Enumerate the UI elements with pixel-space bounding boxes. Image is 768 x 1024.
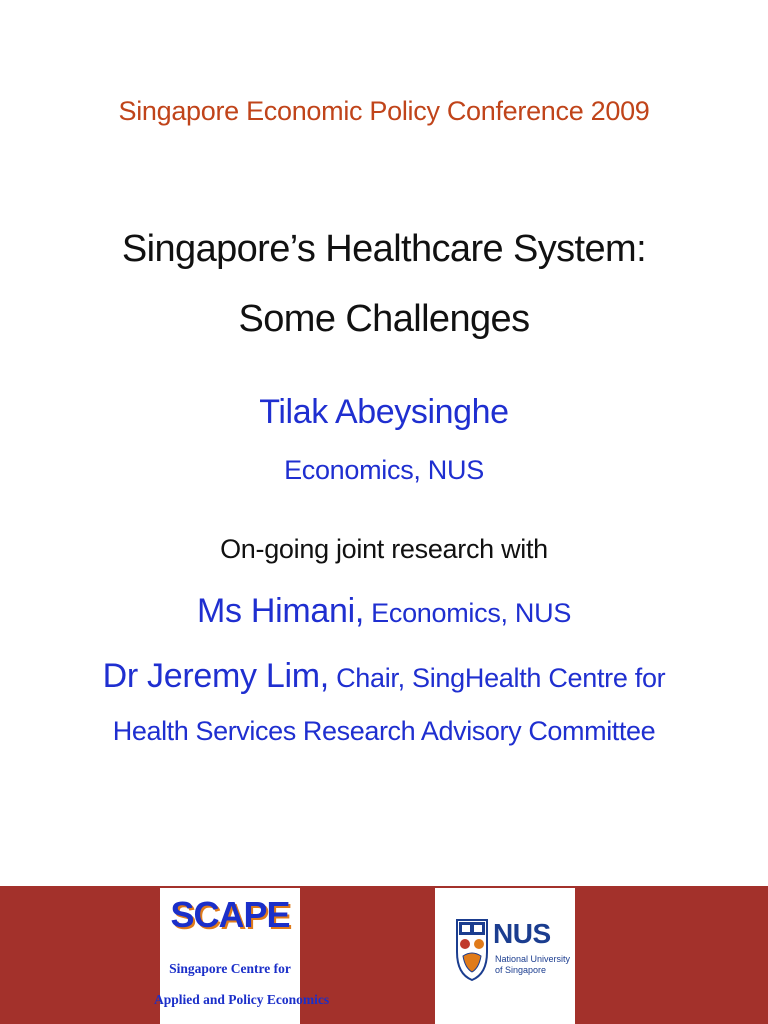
collaborator-2-role: Chair, SingHealth Centre for xyxy=(328,663,666,693)
scape-logo-line-2: Applied and Policy Economics xyxy=(154,992,330,1007)
scape-logo-wordmark: SCAPE xyxy=(170,894,290,935)
conference-title: Singapore Economic Policy Conference 2009 xyxy=(118,96,650,126)
collaborator-1-role: Economics, NUS xyxy=(363,598,572,628)
author-name: Tilak Abeysinghe xyxy=(259,393,509,431)
nus-logo-subtitle xyxy=(495,954,575,976)
collaborator-2 xyxy=(0,657,768,696)
nus-logo-line-1: National University xyxy=(495,954,571,964)
collaborator-2-name: Dr Jeremy Lim, xyxy=(102,657,329,695)
presentation-title-line-2: Some Challenges xyxy=(238,298,530,340)
nus-logo-line-2: of Singapore xyxy=(495,965,547,975)
joint-research-label: On-going joint research with xyxy=(220,534,548,564)
footer-bar xyxy=(0,886,768,1024)
scape-logo xyxy=(154,888,330,1024)
nus-crest-icon xyxy=(455,918,489,982)
collaborator-2-role-continued: Health Services Research Advisory Committee xyxy=(112,716,656,746)
presentation-title-line-1: Singapore’s Healthcare System: xyxy=(121,228,647,270)
nus-logo xyxy=(435,888,575,1024)
collaborator-1-name: Ms Himani, xyxy=(196,592,364,630)
collaborator-1 xyxy=(0,592,768,631)
scape-logo-line-1: Singapore Centre for xyxy=(169,961,291,976)
nus-logo-wordmark: NUS xyxy=(493,918,551,949)
author-affiliation: Economics, NUS xyxy=(284,455,484,485)
